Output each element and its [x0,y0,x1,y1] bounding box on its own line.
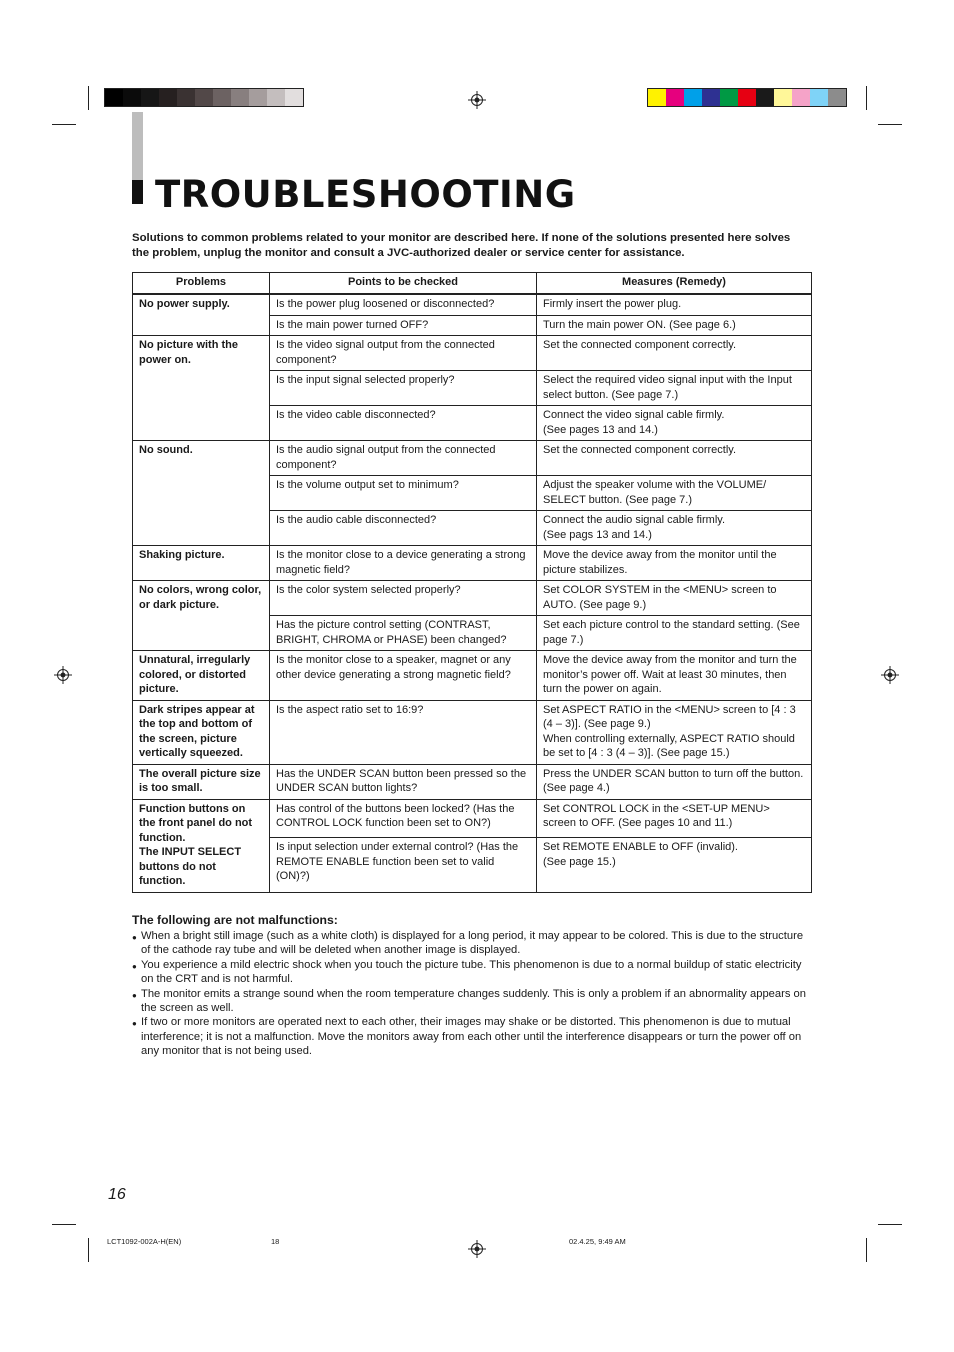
color-calibration-bar [647,88,847,107]
check-cell: Is the video cable disconnected? [270,406,537,441]
remedy-cell: Turn the main power ON. (See page 6.) [537,315,812,336]
calibration-swatch [810,89,828,106]
footer-sheet-number: 18 [271,1237,280,1246]
crop-mark-top-right-h [878,124,902,125]
footer-timestamp: 02.4.25, 9:49 AM [569,1237,626,1246]
remedy-cell: Press the UNDER SCAN button to turn off the button. (See page 4.) [537,764,812,799]
check-cell: Is the audio cable disconnected? [270,511,537,546]
footer-doc-code: LCT1092-002A-H(EN) [107,1237,182,1246]
remedy-cell: Set COLOR SYSTEM in the <MENU> screen to AUTO. (See page 9.) [537,581,812,616]
notes-list [132,929,807,1059]
grayscale-calibration-bar [104,88,304,107]
note-text: If two or more monitors are operated next to each other, their images may shake or be distorted. This phenomenon is due to mutual interference; it is not a malfunction. Move the monitors away from each other until the interference disappears or turn the power off on any monitor that is not being used. [141,1016,802,1058]
remedy-cell: Connect the audio signal cable firmly. (See pags 13 and 14.) [537,511,812,546]
problem-cell: Dark stripes appear at the top and bottom of the screen, picture vertically squeezed. [133,700,270,764]
calibration-swatch [141,89,159,106]
table-row [133,441,812,476]
calibration-swatch [213,89,231,106]
calibration-swatch [105,89,123,106]
calibration-swatch [285,89,303,106]
table-row [133,294,812,315]
check-cell: Has the UNDER SCAN button been pressed so the UNDER SCAN button lights? [270,764,537,799]
table-row [133,799,812,838]
calibration-swatch [177,89,195,106]
calibration-swatch [702,89,720,106]
registration-target-icon [881,666,899,684]
list-item [132,1015,807,1058]
list-item [132,958,807,987]
registration-target-icon [468,91,486,109]
bullet-icon: ● [132,933,137,942]
remedy-cell: Set CONTROL LOCK in the <SET-UP MENU> screen to OFF. (See pages 10 and 11.) [537,799,812,838]
table-row [133,764,812,799]
crop-mark-top-left-v [88,86,89,110]
calibration-swatch [195,89,213,106]
remedy-cell: Firmly insert the power plug. [537,294,812,315]
remedy-cell: Set the connected component correctly. [537,336,812,371]
bullet-icon: ● [132,1019,137,1029]
calibration-swatch [720,89,738,106]
crop-mark-bottom-right-h [878,1224,902,1225]
crop-mark-top-left-h [52,124,76,125]
calibration-swatch [792,89,810,106]
check-cell: Has control of the buttons been locked? (Has the CONTROL LOCK function been set to ON?) [270,799,537,838]
notes-heading: The following are not malfunctions: [132,913,338,927]
calibration-swatch [159,89,177,106]
remedy-cell: Set REMOTE ENABLE to OFF (invalid). (See page 15.) [537,838,812,892]
table-row [133,581,812,616]
check-cell: Is the main power turned OFF? [270,315,537,336]
calibration-swatch [738,89,756,106]
remedy-cell: Select the required video signal input with the Input select button. (See page 7.) [537,371,812,406]
problem-cell: No colors, wrong color, or dark picture. [133,581,270,651]
crop-mark-bottom-left-v [88,1238,89,1262]
calibration-swatch [123,89,141,106]
table-header-row [133,273,812,295]
calibration-swatch [267,89,285,106]
crop-mark-bottom-left-h [52,1224,76,1225]
problem-cell: No sound. [133,441,270,546]
calibration-swatch [231,89,249,106]
table-row [133,546,812,581]
calibration-swatch [648,89,666,106]
registration-target-icon [468,1240,486,1258]
remedy-cell: Set ASPECT RATIO in the <MENU> screen to [4 : 3 (4 – 3)]. (See page 9.) When controlling externally, ASPECT RATIO should be set to [4 : 3 (4 – 3)]. (See page 15.) [537,700,812,764]
calibration-swatch [828,89,846,106]
table-row [133,700,812,764]
check-cell: Is the monitor close to a device generating a strong magnetic field? [270,546,537,581]
page-title: TROUBLESHOOTING [155,173,576,216]
calibration-swatch [774,89,792,106]
remedy-cell: Connect the video signal cable firmly. (See pages 13 and 14.) [537,406,812,441]
check-cell: Is the audio signal output from the connected component? [270,441,537,476]
table-row [133,336,812,371]
crop-mark-bottom-right-v [866,1238,867,1262]
calibration-swatch [666,89,684,106]
list-item [132,987,807,1016]
table-row [133,651,812,701]
page-number: 16 [108,1186,126,1203]
list-item [132,929,807,958]
check-cell: Is the color system selected properly? [270,581,537,616]
problem-cell: No power supply. [133,294,270,336]
check-cell: Is input selection under external control? (Has the REMOTE ENABLE function been set to valid (ON)?) [270,838,537,892]
problem-cell: Shaking picture. [133,546,270,581]
column-header-problems: Problems [133,273,270,295]
note-text: You experience a mild electric shock when you touch the picture tube. This phenomenon is due to a normal buildup of static electricity on the CRT and is not harmful. [141,958,802,986]
registration-target-icon [54,666,72,684]
problem-cell: Unnatural, irregularly colored, or distorted picture. [133,651,270,701]
check-cell: Is the monitor close to a speaker, magnet or any other device generating a strong magnetic field? [270,651,537,701]
remedy-cell: Set the connected component correctly. [537,441,812,476]
column-header-points: Points to be checked [270,273,537,295]
problem-cell: The overall picture size is too small. [133,764,270,799]
check-cell: Is the input signal selected properly? [270,371,537,406]
remedy-cell: Move the device away from the monitor until the picture stabilizes. [537,546,812,581]
crop-mark-top-right-v [866,86,867,110]
problem-cell: Function buttons on the front panel do not function. The INPUT SELECT buttons do not function. [133,799,270,892]
intro-paragraph: Solutions to common problems related to your monitor are described here. If none of the solutions presented here solves the problem, unplug the monitor and consult a JVC-authorized dealer or service center for assistance. [132,232,791,259]
remedy-cell: Adjust the speaker volume with the VOLUME/ SELECT button. (See page 7.) [537,476,812,511]
check-cell: Is the aspect ratio set to 16:9? [270,700,537,764]
remedy-cell: Set each picture control to the standard setting. (See page 7.) [537,616,812,651]
check-cell: Is the power plug loosened or disconnected? [270,294,537,315]
problem-cell: No picture with the power on. [133,336,270,441]
troubleshooting-table [132,272,812,893]
section-marker-block [132,180,143,204]
note-text: The monitor emits a strange sound when the room temperature changes suddenly. This is only a problem if an abnormality appears on the screen as well. [141,987,806,1015]
bullet-icon: ● [132,961,137,971]
check-cell: Is the volume output set to minimum? [270,476,537,511]
calibration-swatch [756,89,774,106]
column-header-measures: Measures (Remedy) [537,273,812,295]
note-text: When a bright still image (such as a white cloth) is displayed for a long period, it may appear to be colored. This is due to the structure of the cathode ray tube and will be deleted when another image is displayed. [141,930,804,957]
bullet-icon: ● [132,990,137,1000]
check-cell: Is the video signal output from the connected component? [270,336,537,371]
calibration-swatch [684,89,702,106]
calibration-swatch [249,89,267,106]
check-cell: Has the picture control setting (CONTRAST, BRIGHT, CHROMA or PHASE) been changed? [270,616,537,651]
remedy-cell: Move the device away from the monitor and turn the monitor’s power off. Wait at least 30 minutes, then turn the power on again. [537,651,812,701]
